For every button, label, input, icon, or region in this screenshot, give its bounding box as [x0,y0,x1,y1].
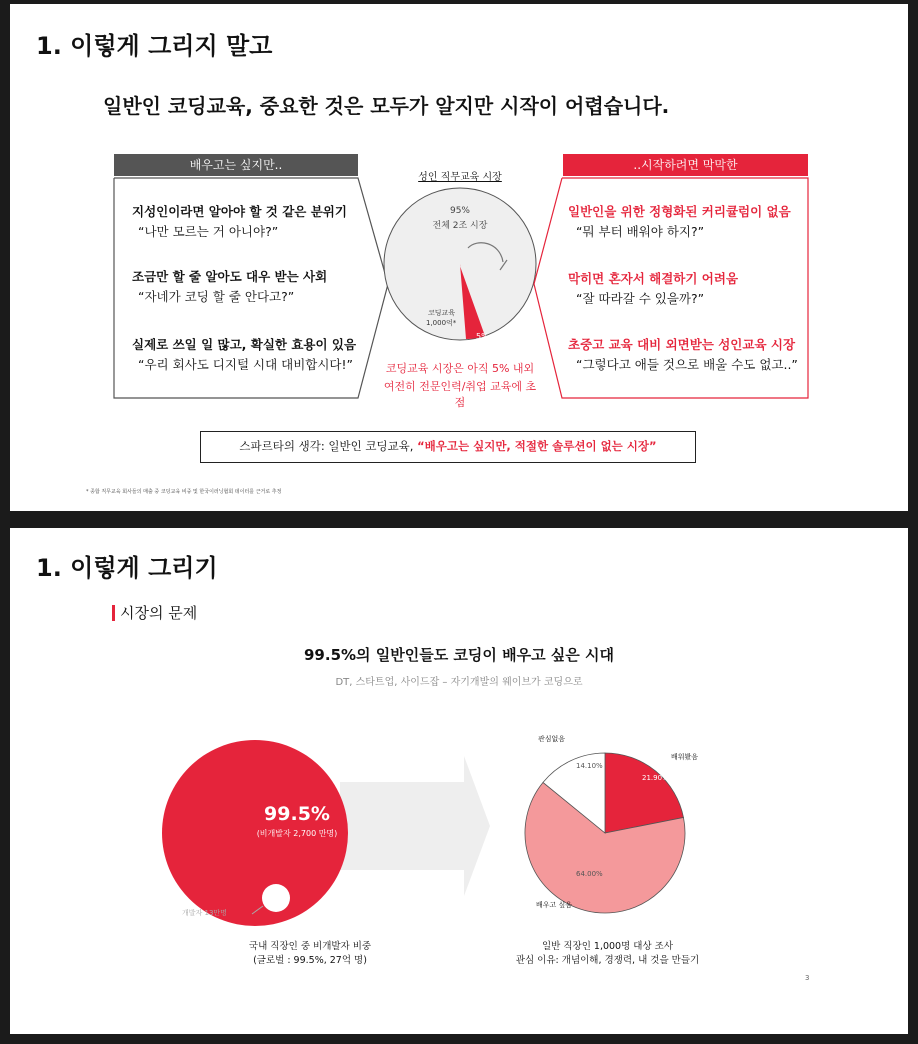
left-item-2 [132,271,327,303]
right-item-1 [568,206,791,238]
center-chart-title: 성인 직무교육 시장 [418,172,502,183]
slide-1 [10,4,908,511]
left-item-text: 실제로 쓰일 일 많고, 확실한 효용이 있음 [132,337,357,352]
pie-value-none: 14.10% [576,762,603,770]
section-label: 시장의 문제 [120,604,198,622]
left-item-3 [132,339,356,371]
conclusion-prefix: 스파르타의 생각: 일반인 코딩교육, [239,439,414,453]
right-item-text: 막히면 혼자서 해결하기 어려움 [568,271,739,286]
pie-label-want: 배우고 싶음 [536,901,573,909]
pie-value-want: 64.00% [576,870,603,878]
small-label-2: 1,000억* [426,319,457,327]
subheadline: DT, 스타트업, 사이드잡 – 자기개발의 웨이브가 코딩으로 [335,677,583,688]
left-panel-tag: 배우고는 싶지만.. [114,154,358,176]
headline: 99.5%의 일반인들도 코딩이 배우고 싶은 시대 [304,646,614,664]
conclusion-box [200,431,696,463]
left-item-quote: “자네가 코딩 할 줄 안다고?” [138,288,295,304]
big-circle-pct: 99.5% [264,803,330,825]
right-item-text: 일반인을 위한 정형화된 커리큘럼이 없음 [568,204,791,219]
small-circle-label: 개발자 13만명 [182,909,227,917]
left-item-text: 조금만 할 줄 알아도 대우 받는 사회 [132,269,328,284]
section-marker [112,605,115,621]
slide-2 [10,528,908,1034]
right-item-3 [568,339,798,371]
left-item-1 [132,206,347,238]
center-note-2: 여전히 전문인력/취업 교육에 초점 [383,380,537,409]
big-circle-label: (비개발자 2,700 만명) [256,829,338,838]
conclusion-highlight: “배우고는 싶지만, 적절한 솔루션이 없는 시장” [417,439,657,453]
right-item-2 [568,273,738,305]
slide-title: 1. 이렇게 그리지 말고 [36,32,273,60]
right-item-text: 초중고 교육 대비 외면받는 성인교육 시장 [568,337,796,352]
small-pct: 5% [476,332,489,341]
right-item-quote: “그렇다고 애들 것으로 배울 수도 없고..” [576,356,798,372]
right-caption-2: 관심 이유: 개념이해, 경쟁력, 내 것을 만들기 [515,955,700,966]
arrow-shape [340,756,492,896]
big-pct: 95% [449,206,470,216]
right-caption-1: 일반 직장인 1,000명 대상 조사 [541,941,674,952]
pie-label-tried: 배워봤음 [671,753,699,761]
left-caption-2: (글로벌 : 99.5%, 27억 명) [253,955,367,966]
pie-label-none: 관심없음 [538,735,566,743]
page-number: 3 [805,974,810,982]
left-item-text: 지성인이라면 알아야 할 것 같은 분위기 [132,204,347,219]
center-note-1: 코딩교육 시장은 아직 5% 내외 [385,362,535,375]
left-item-quote: “우리 회사도 디지털 시대 대비합시다!” [138,356,353,372]
small-label-1: 코딩교육 [428,309,456,317]
slide-title: 1. 이렇게 그리기 [36,554,218,582]
pie-value-tried: 21.90% [642,774,669,782]
left-caption-1: 국내 직장인 중 비개발자 비중 [248,941,372,952]
right-item-quote: “잘 따라갈 수 있을까?” [576,290,705,306]
right-panel-tag: ..시작하려면 막막한 [563,154,808,176]
small-circle [262,884,290,912]
footnote: * 종합 직무교육 회사들의 매출 중 코딩교육 비중 및 한국이러닝협회 데이터를 근거로 추정 [86,489,282,495]
big-label: 전체 2조 시장 [432,221,488,231]
left-item-quote: “나만 모르는 거 아니야?” [138,223,279,239]
right-item-quote: “뭐 부터 배워야 하지?” [576,223,705,239]
headline: 일반인 코딩교육, 중요한 것은 모두가 알지만 시작이 어렵습니다. [103,94,670,118]
